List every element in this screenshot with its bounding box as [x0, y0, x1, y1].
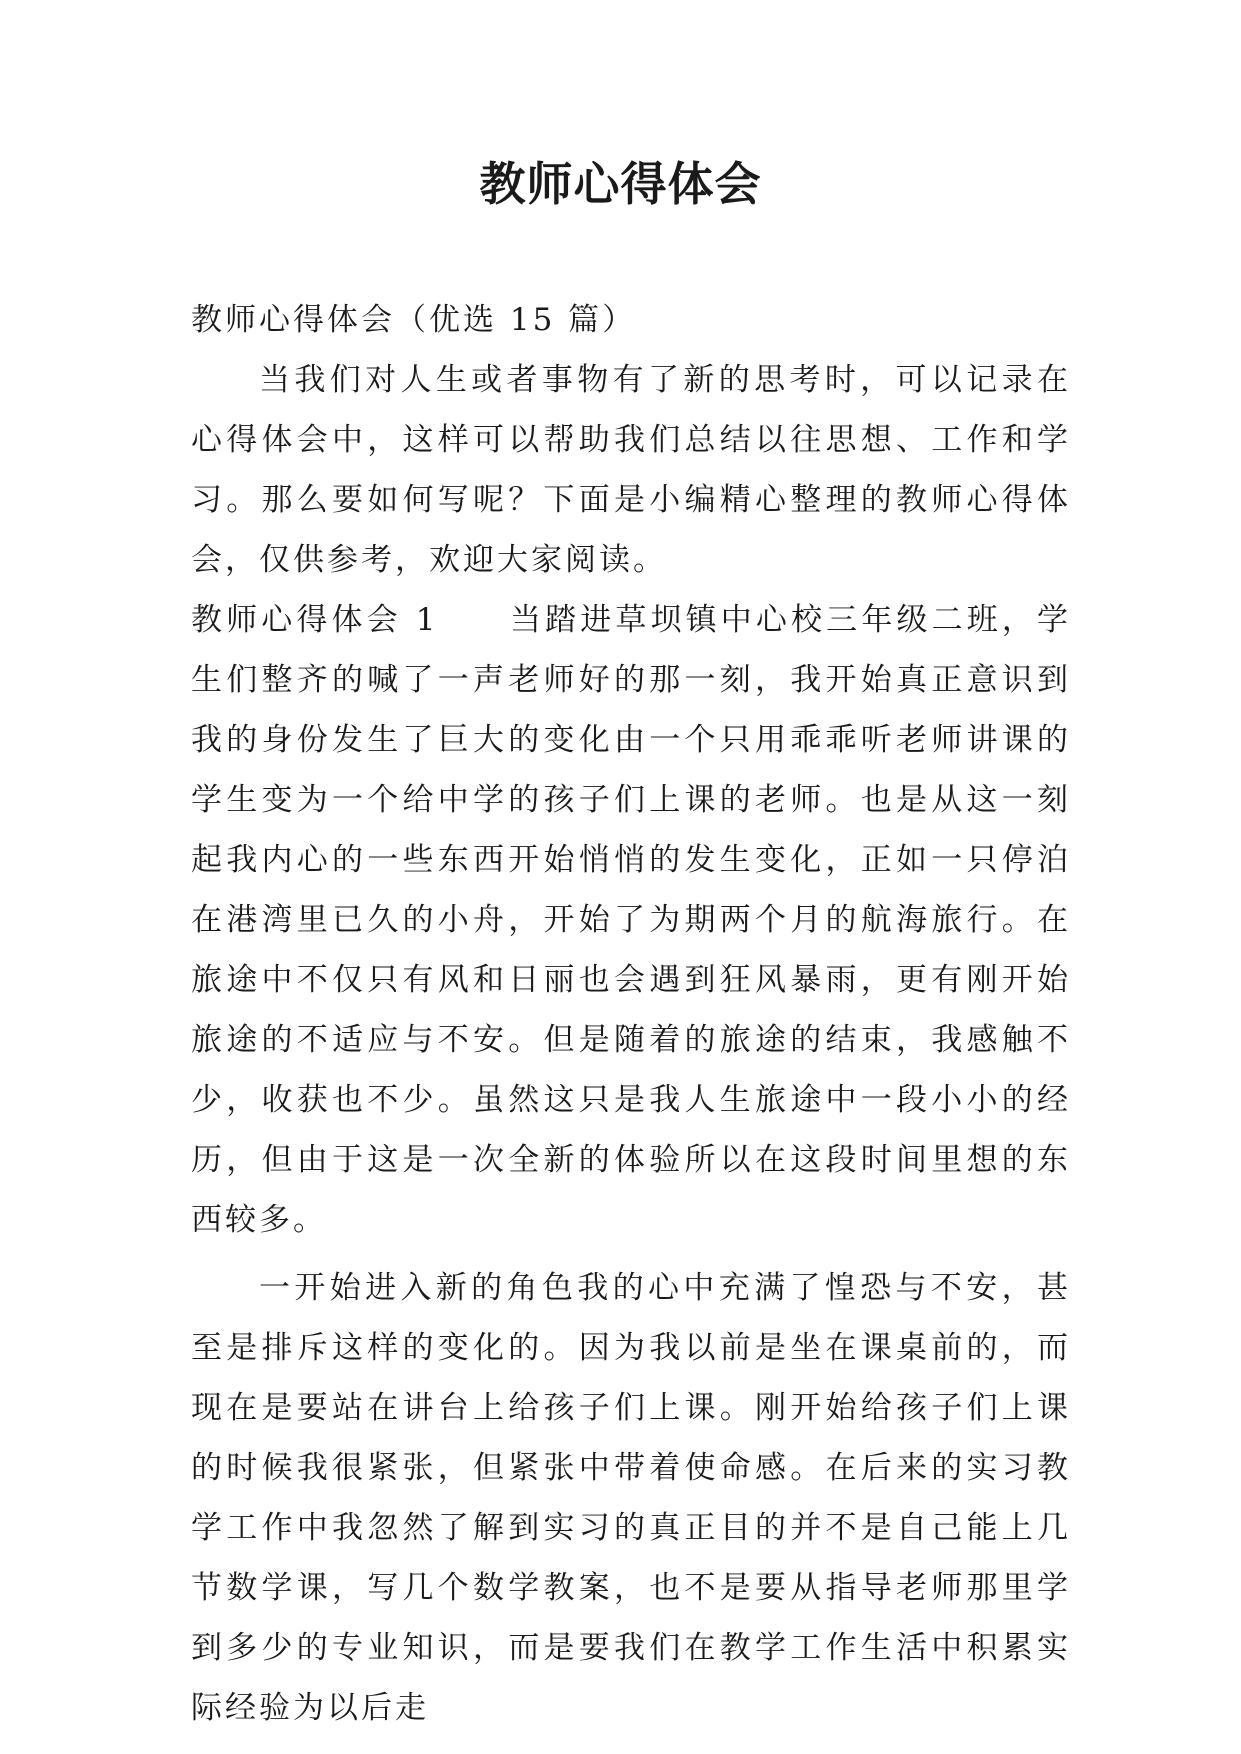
document-title: 教师心得体会 — [479, 157, 762, 211]
essay-1-paragraph: 教师心得体会 1 当踏进草坝镇中心校三年级二班，学生们整齐的喊了一声老师好的那一刻，我开始真正意识到我的身份发生了巨大的变化由一个只用乖乖听老师讲课的学生变为一个给中学的孩子们上课的老师。也是从这一刻起我内心的一些东西开始悄悄的发生变化，正如一只停泊在港湾里已久的小舟，开始了为期两个月的航海旅行。在旅途中不仅只有风和日丽也会遇到狂风暴雨，更有刚开始旅途的不适应与不安。但是随着的旅途的结束，我感触不少，收获也不少。虽然这只是我人生旅途中一段小小的经历，但由于这是一次全新的体验所以在这段时间里想的东西较多。 — [191, 602, 1071, 1238]
document-subtitle: 教师心得体会（优选 15 篇） — [191, 302, 637, 338]
essay-1-paragraph-2: 一开始进入新的角色我的心中充满了惶恐与不安，甚至是排斥这样的变化的。因为我以前是坐在课桌前的，而现在是要站在讲台上给孩子们上课。刚开始给孩子们上课的时候我很紧张，但紧张中带着使命感。在后来的实习教学工作中我忽然了解到实习的真正目的并不是自己能上几节数学课，写几个数学教案，也不是要从指导老师那里学到多少的专业知识，而是要我们在教学工作生活中积累实际经验为以后走 — [191, 1270, 1071, 1726]
intro-paragraph: 当我们对人生或者事物有了新的思考时，可以记录在心得体会中，这样可以帮助我们总结以往思想、工作和学习。那么要如何写呢？下面是小编精心整理的教师心得体会，仅供参考，欢迎大家阅读。 — [191, 362, 1071, 578]
document-body — [191, 290, 1071, 1738]
